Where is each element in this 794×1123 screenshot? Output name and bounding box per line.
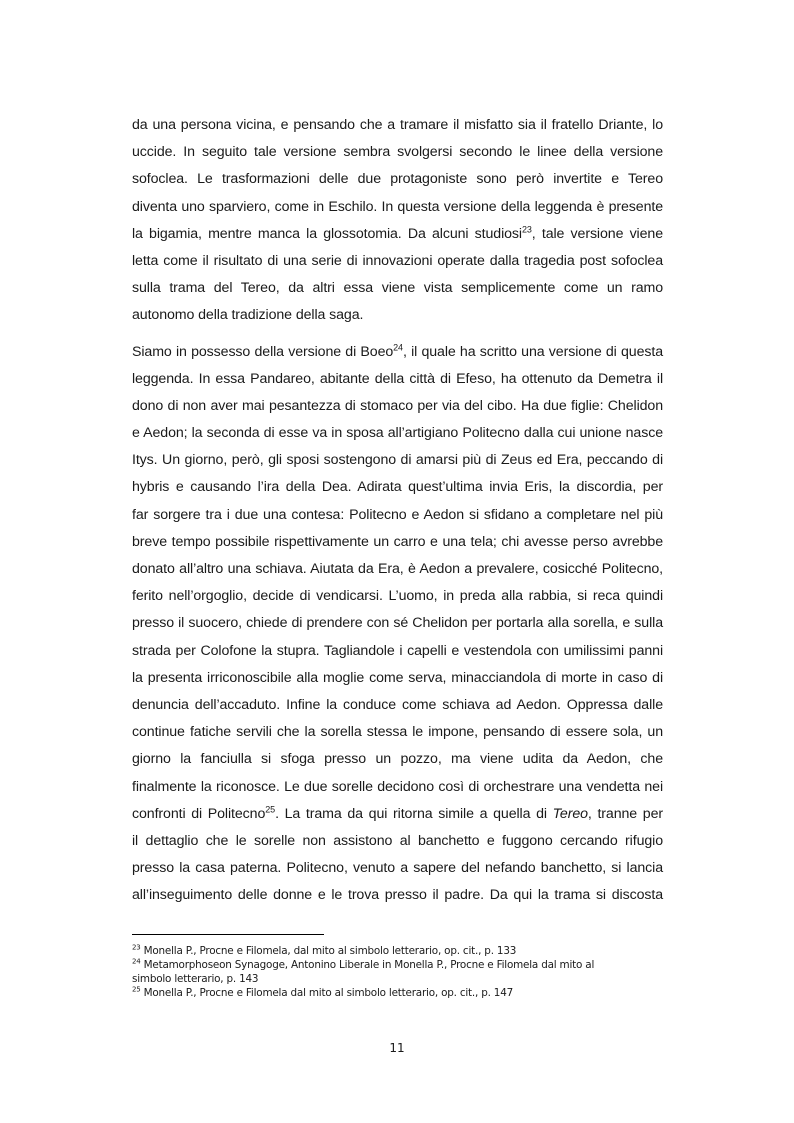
text-line: Siamo in possesso della versione di Boeo$^{24}$, il quale ha scritto una versione di questa xyxy=(132,341,663,360)
text-line: hybris e causando l’ira della Dea. Adirata quest’ultima invia Eris, la discordia, per xyxy=(132,479,663,496)
text-line: da una persona vicina, e pensando che a tramare il misfatto sia il fratello Driante, lo xyxy=(132,117,663,133)
text-line: letta come il risultato di una serie di innovazioni operate dalla tragedia post sofoclea xyxy=(132,252,663,269)
footnote-25: $^{25}$ Monella P., Procne e Filomela dal mito al simbolo letterario, op. cit., p. 147 xyxy=(132,985,514,999)
page-number: 11 xyxy=(389,1041,405,1055)
footnote-23: $^{23}$ Monella P., Procne e Filomela, dal mito al simbolo letterario, op. cit., p. 133 xyxy=(132,943,517,957)
text-line: leggenda. In essa Pandareo, abitante della città di Efeso, ha ottenuto da Demetra il xyxy=(132,370,663,387)
text-line: Itys. Un giorno, però, gli sposi sostengono di amarsi più di Zeus ed Era, peccando di xyxy=(132,452,663,469)
text-line: strada per Colofone la stupra. Tagliandole i capelli e vestendola con umilissimi panni xyxy=(132,642,663,659)
text-line: confronti di Politecno$^{25}$. La trama da qui ritorna simile a quella di Tereo, tranne per xyxy=(132,803,664,822)
text-line: ferito nell’orgoglio, decide di vendicarsi. L’uomo, in preda alla rabbia, si reca quindi xyxy=(132,588,663,605)
text-line: la bigamia, mentre manca la glossotomia. Da alcuni studiosi$^{23}$, tale versione viene xyxy=(132,224,663,242)
text-line: all’inseguimento delle donne e le trova presso il padre. Da qui la trama si discosta xyxy=(132,887,663,904)
footnote-24-continuation: simbolo letterario, p. 143 xyxy=(132,973,259,985)
text-line: presso la casa paterna. Politecno, venuto a sapere del nefando banchetto, si lancia xyxy=(132,860,663,877)
text-line: finalmente la riconosce. Le due sorelle decidono così di orchestrare una vendetta nei xyxy=(132,778,663,795)
text-line: far sorgere tra i due una contesa: Politecno e Aedon si sfidano a completare nel più xyxy=(132,506,663,523)
footnote-ref-24[interactable]: 24 xyxy=(393,341,403,352)
text-line: diventa uno sparviero, come in Eschilo. In questa versione della leggenda è presente xyxy=(132,198,663,215)
paragraph-2 xyxy=(132,339,663,910)
text-line: la presenta irriconoscibile alla moglie come serva, minacciandola di morte in caso di xyxy=(132,669,663,686)
text-line: uccide. In seguito tale versione sembra svolgersi secondo le linee della versione xyxy=(132,144,663,161)
footnote-24: $^{24}$ Metamorphoseon Synagoge, Antonino Liberale in Monella P., Procne e Filomela dal mito al xyxy=(132,957,595,971)
text-line: sulla trama del Tereo, da altri essa viene vista semplicemente come un ramo xyxy=(132,280,663,297)
text-line: e Aedon; la seconda di esse va in sposa all’artigiano Politecno dalla cui unione nasce xyxy=(132,425,663,442)
text-line: giorno la fanciulla si sfoga presso un pozzo, ma viene udita da Aedon, che xyxy=(132,751,663,768)
text-line: donato all’altro una schiava. Aiutata da Era, è Aedon a prevalere, cosicché Politecno, xyxy=(132,561,663,577)
footnote-separator xyxy=(132,934,324,935)
text-line: dono di non aver mai pesantezza di stomaco per via del cibo. Ha due figlie: Chelidon xyxy=(132,397,663,414)
footnote-ref-25[interactable]: 25 xyxy=(265,803,276,814)
text-line: il dettaglio che le sorelle non assistono al banchetto e fuggono cercando rifugio xyxy=(132,832,663,849)
text-line: presso il suocero, chiede di prendere con sé Chelidon per portarla alla sorella, e sulla xyxy=(132,615,663,632)
body-text xyxy=(132,112,663,918)
text-line: continue fatiche servili che la sorella stessa le impone, pensando di essere sola, un xyxy=(132,724,663,741)
text-line: sofoclea. Le trasformazioni delle due protagoniste sono però invertite e Tereo xyxy=(132,171,663,188)
footnote-ref-23[interactable]: 23 xyxy=(521,224,532,235)
italic-title: Tereo xyxy=(552,805,588,822)
footnotes xyxy=(132,944,663,1000)
text-line: autonomo della tradizione della saga. xyxy=(132,307,364,324)
paragraph-1 xyxy=(132,112,663,330)
text-line: breve tempo possibile rispettivamente un carro e una tela; chi avesse perso avrebbe xyxy=(132,533,663,550)
text-line: denuncia dell’accaduto. Infine la conduce come schiava ad Aedon. Oppressa dalle xyxy=(132,696,663,713)
